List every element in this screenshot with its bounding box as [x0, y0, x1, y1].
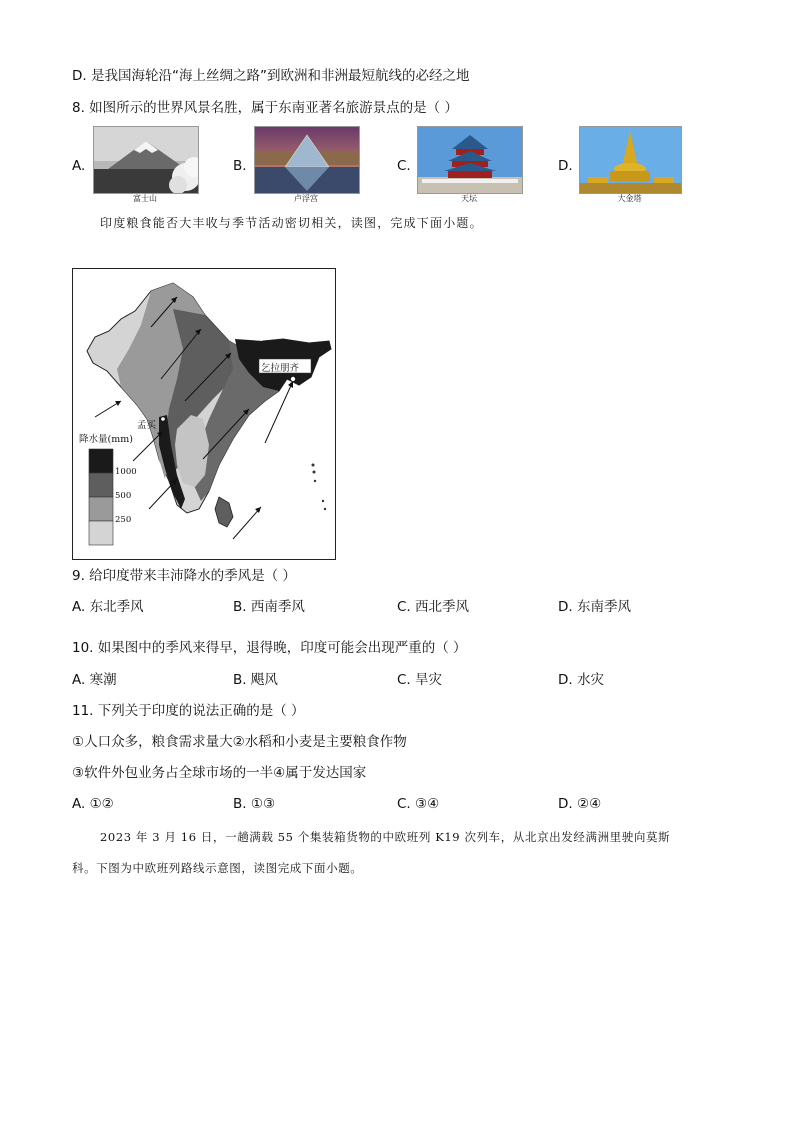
- intro-train-line-1: 2023 年 3 月 16 日，一趟满载 55 个集装箱货物的中欧班列 K19 次列车，从北京出发经满洲里驶向莫斯: [100, 830, 671, 844]
- q8-stem: 8. 如图所示的世界风景名胜，属于东南亚著名旅游景点的是（ ）: [72, 100, 458, 116]
- q10-option-a: A. 寒潮: [72, 672, 117, 688]
- q9-option-d: D. 东南季风: [558, 599, 631, 615]
- mount-fuji-photo: [93, 126, 199, 194]
- map-legend-title: 降水量(mm): [79, 434, 133, 445]
- q11-statement-line-1: ①人口众多，粮食需求量大②水稻和小麦是主要粮食作物: [72, 734, 407, 750]
- q9-option-a: A. 东北季风: [72, 599, 144, 615]
- q8-option-a-letter: A.: [72, 158, 86, 174]
- south-asia-precipitation-map: [72, 268, 336, 560]
- map-legend-value-1000: 1000: [115, 467, 137, 477]
- intro-india: 印度粮食能否大丰收与季节活动密切相关，读图，完成下面小题。: [100, 216, 483, 230]
- q8-caption-d: 大金塔: [617, 194, 642, 203]
- q10-option-d: D. 水灾: [558, 672, 604, 688]
- q11-option-c: C. ③④: [397, 796, 440, 812]
- q10-option-b: B. 飓风: [233, 672, 278, 688]
- map-legend-value-250: 250: [115, 515, 132, 525]
- q8-caption-a: 富士山: [133, 194, 157, 203]
- temple-of-heaven-photo: [417, 126, 523, 194]
- map-city-cherrapunji: 乞拉朋齐: [261, 363, 300, 374]
- q11-option-b: B. ①③: [233, 796, 276, 812]
- q9-option-c: C. 西北季风: [397, 599, 470, 615]
- q8-option-d-letter: D.: [558, 158, 573, 174]
- q8-caption-b: 卢浮宫: [294, 194, 318, 203]
- q11-stem: 11. 下列关于印度的说法正确的是（ ）: [72, 703, 305, 719]
- q11-option-d: D. ②④: [558, 796, 602, 812]
- map-legend-value-500: 500: [115, 491, 132, 501]
- q9-stem: 9. 给印度带来丰沛降水的季风是（ ）: [72, 568, 296, 584]
- q11-option-a: A. ①②: [72, 796, 114, 812]
- intro-train-line-2: 科。下图为中欧班列路线示意图，读图完成下面小题。: [72, 861, 363, 875]
- q10-option-c: C. 旱灾: [397, 672, 443, 688]
- map-city-mumbai: 孟买: [137, 420, 157, 431]
- q7-option-d: D. 是我国海轮沿“海上丝绸之路”到欧洲和非洲最短航线的必经之地: [72, 68, 470, 84]
- louvre-photo: [254, 126, 360, 194]
- q10-stem: 10. 如果图中的季风来得早，退得晚，印度可能会出现严重的（ ）: [72, 640, 467, 656]
- q8-option-b-letter: B.: [233, 158, 247, 174]
- shwedagon-pagoda-photo: [579, 126, 682, 194]
- q8-option-c-letter: C.: [397, 158, 411, 174]
- q11-statement-line-2: ③软件外包业务占全球市场的一半④属于发达国家: [72, 765, 367, 781]
- q8-caption-c: 天坛: [461, 194, 477, 203]
- q9-option-b: B. 西南季风: [233, 599, 305, 615]
